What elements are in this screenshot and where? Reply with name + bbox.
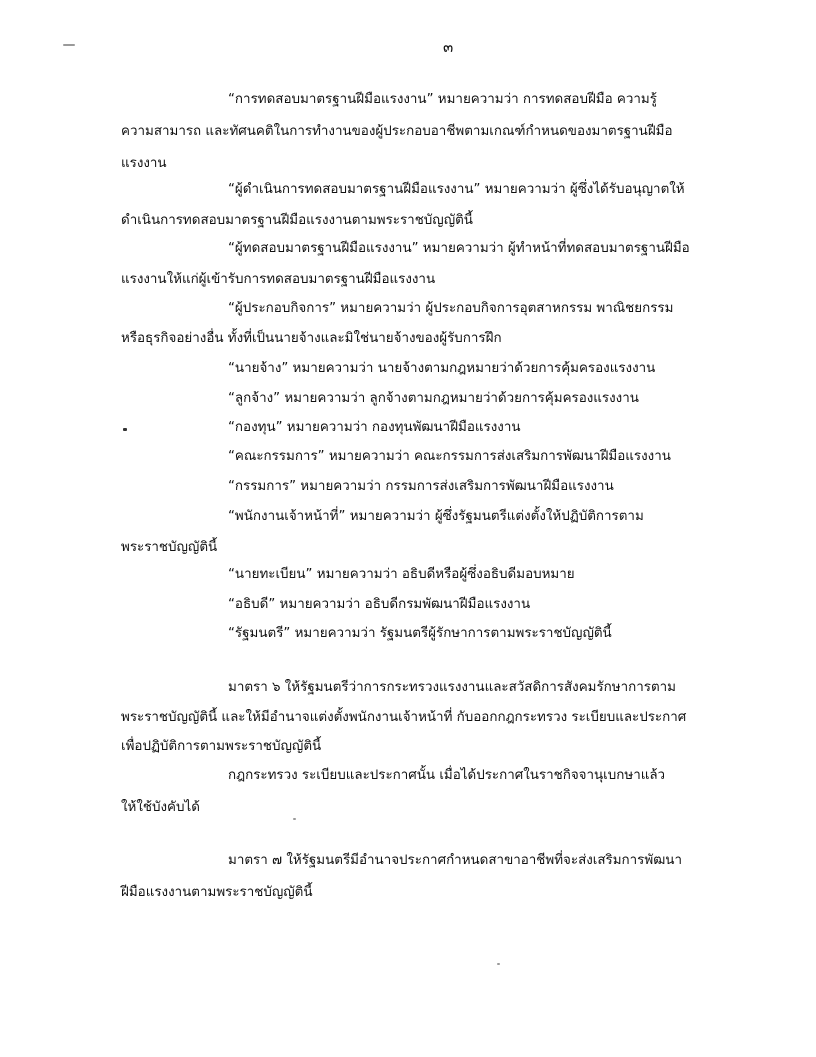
definition-skill-standard-testing: “การทดสอบมาตรฐานฝีมือแรงงาน” หมายความว่า การทดสอบฝีมือ ความรู้ [228, 92, 657, 107]
definition-skill-standard-testing-cont: ความสามารถ และทัศนคติในการทำงานของผู้ประกอบอาชีพตามเกณฑ์กำหนดของมาตรฐานฝีมือ [121, 124, 673, 139]
definition-skill-tester: “ผู้ทดสอบมาตรฐานฝีมือแรงงาน” หมายความว่า ผู้ทำหน้าที่ทดสอบมาตรฐานฝีมือ [228, 241, 690, 256]
definition-committee-member: “กรรมการ” หมายความว่า กรรมการส่งเสริมการพัฒนาฝีมือแรงงาน [228, 479, 614, 494]
page-number: ๓ [443, 38, 454, 56]
definition-committee: “คณะกรรมการ” หมายความว่า คณะกรรมการส่งเสริมการพัฒนาฝีมือแรงงาน [228, 449, 671, 464]
definition-test-operator-cont: ดำเนินการทดสอบมาตรฐานฝีมือแรงงานตามพระราชบัญญัตินี้ [121, 213, 473, 228]
section-6-paragraph-end: เพื่อปฏิบัติการตามพระราชบัญญัตินี้ [121, 739, 322, 754]
definition-director-general: “อธิบดี” หมายความว่า อธิบดีกรมพัฒนาฝีมือแรงงาน [228, 597, 531, 612]
definition-skill-tester-cont: แรงงานให้แก่ผู้เข้ารับการทดสอบมาตรฐานฝีมือแรงงาน [121, 272, 436, 287]
definition-business-operator-cont: หรือธุรกิจอย่างอื่น ทั้งที่เป็นนายจ้างและมิใช่นายจ้างของผู้รับการฝึก [121, 331, 502, 346]
definition-test-operator: “ผู้ดำเนินการทดสอบมาตรฐานฝีมือแรงงาน” หมายความว่า ผู้ซึ่งได้รับอนุญาตให้ [228, 182, 685, 197]
definition-minister: “รัฐมนตรี” หมายความว่า รัฐมนตรีผู้รักษาการตามพระราชบัญญัตินี้ [228, 626, 612, 641]
scan-speck [123, 428, 127, 431]
scan-speck [293, 818, 296, 820]
section-7-paragraph-cont: ฝีมือแรงงานตามพระราชบัญญัตินี้ [121, 885, 313, 900]
scan-speck [63, 44, 75, 46]
definition-employer: “นายจ้าง” หมายความว่า นายจ้างตามกฎหมายว่าด้วยการคุ้มครองแรงงาน [228, 361, 656, 376]
definition-registrar: “นายทะเบียน” หมายความว่า อธิบดีหรือผู้ซึ่งอธิบดีมอบหมาย [228, 567, 575, 582]
section-6-second-paragraph-end: ให้ใช้บังคับได้ [121, 800, 200, 815]
section-6-second-paragraph: กฎกระทรวง ระเบียบและประกาศนั้น เมื่อได้ประกาศในราชกิจจานุเบกษาแล้ว [228, 768, 666, 783]
section-6-paragraph-cont: พระราชบัญญัตินี้ และให้มีอำนาจแต่งตั้งพนักงานเจ้าหน้าที่ กับออกกฎกระทรวง ระเบียบและประกาศ [121, 710, 687, 725]
definition-competent-official: “พนักงานเจ้าหน้าที่” หมายความว่า ผู้ซึ่งรัฐมนตรีแต่งตั้งให้ปฏิบัติการตาม [228, 509, 644, 524]
definition-fund: “กองทุน” หมายความว่า กองทุนพัฒนาฝีมือแรงงาน [228, 420, 521, 435]
scan-speck [497, 963, 500, 965]
definition-employee: “ลูกจ้าง” หมายความว่า ลูกจ้างตามกฎหมายว่าด้วยการคุ้มครองแรงงาน [228, 391, 639, 406]
definition-competent-official-cont: พระราชบัญญัตินี้ [121, 540, 218, 555]
definition-skill-standard-testing-end: แรงงาน [121, 156, 167, 171]
section-7-paragraph: มาตรา ๗ ให้รัฐมนตรีมีอำนาจประกาศกำหนดสาขาอาชีพที่จะส่งเสริมการพัฒนา [228, 853, 682, 868]
definition-business-operator: “ผู้ประกอบกิจการ” หมายความว่า ผู้ประกอบกิจการอุตสาหกรรม พาณิชยกรรม [228, 301, 674, 316]
section-6-paragraph: มาตรา ๖ ให้รัฐมนตรีว่าการกระทรวงแรงงานและสวัสดิการสังคมรักษาการตาม [228, 680, 676, 695]
